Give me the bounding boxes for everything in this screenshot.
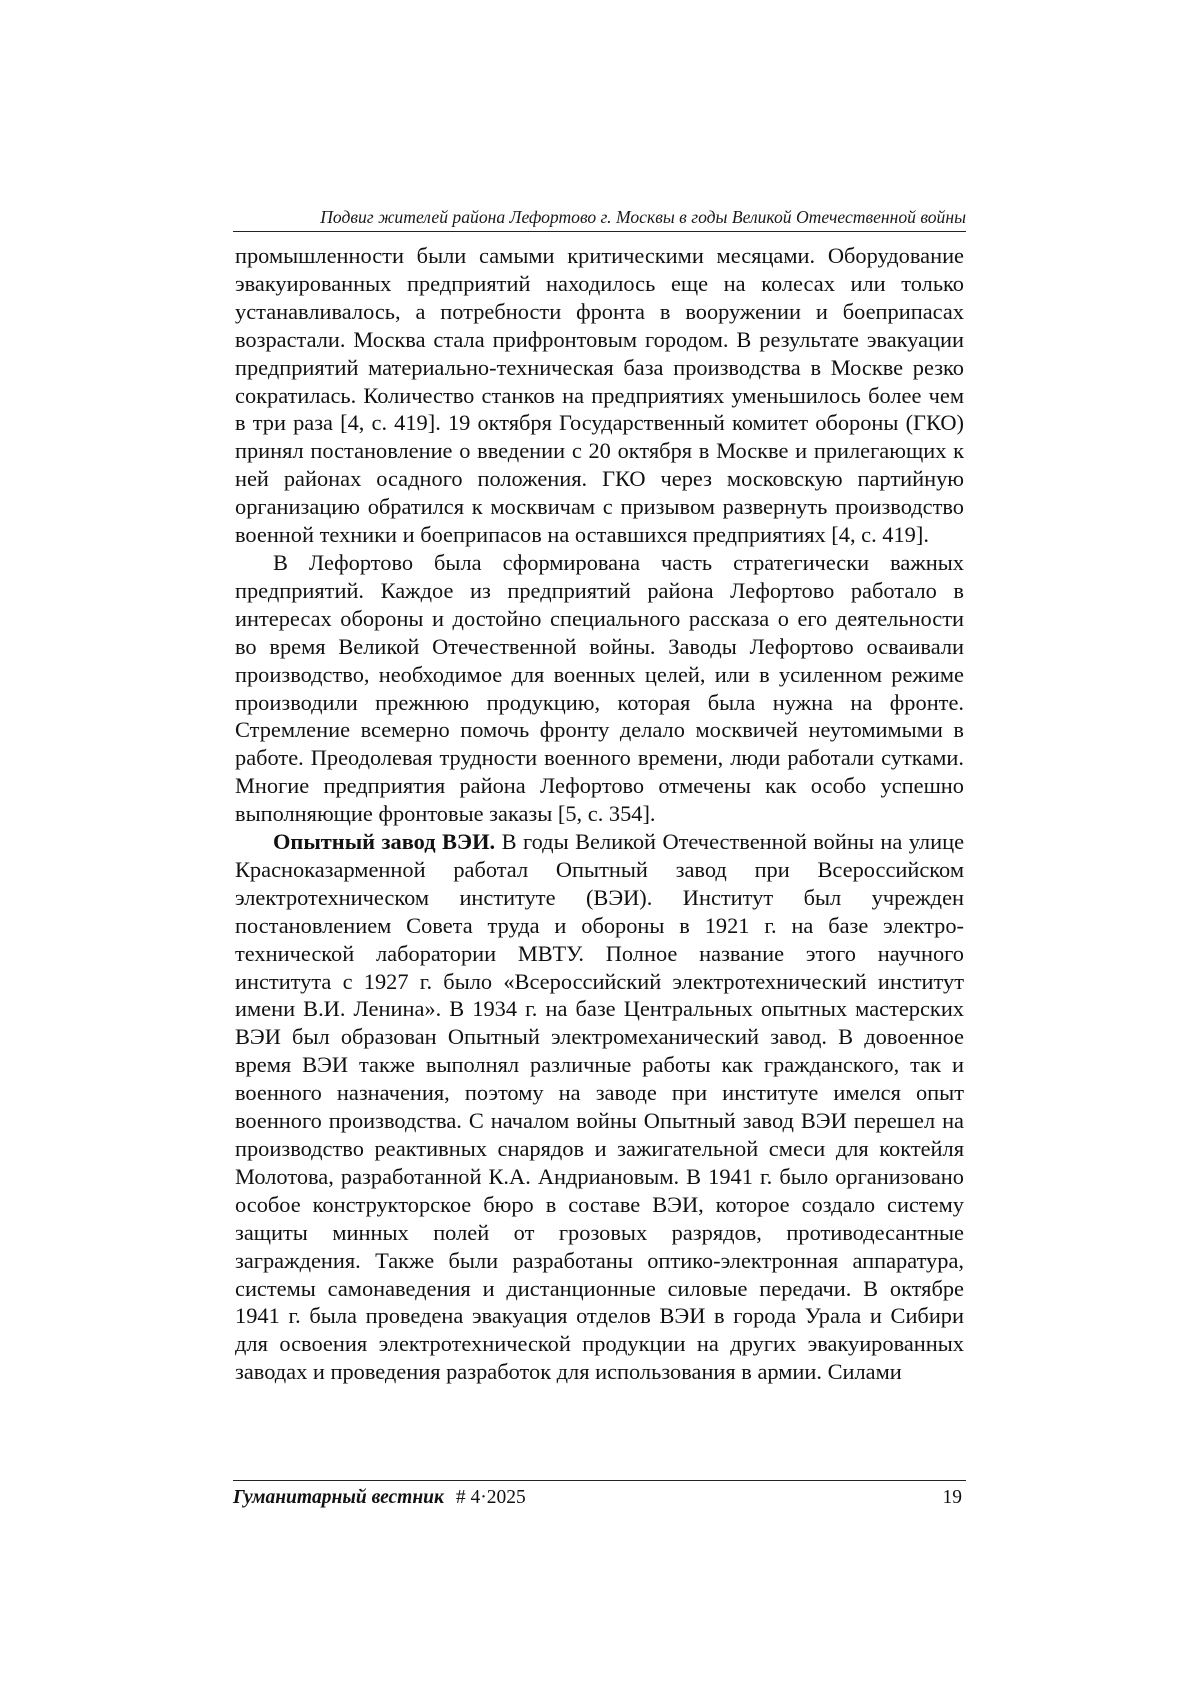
header-rule <box>233 231 966 232</box>
page-footer <box>233 1485 966 1511</box>
paragraph-3-text: В годы Великой Отечественной войны на улице Красноказарменной работал Опытный завод при Всероссийском электротехническом институте (ВЭИ). Институт был учрежден постановлением Совета труда и обороны в 1921 г. на базе электротехнической лаборатории МВТУ. Полное название этого научного института с 1927 г. было «Всероссийский электротехнический институт имени В.И. Ленина». В 1934 г. на базе Центральных опытных мастерских ВЭИ был образован Опытный электромеханический завод. В довоенное время ВЭИ также выполнял различные работы как гражданского, так и военного назначения, поэтому на заводе при институте имелся опыт военного производства. С началом войны Опытный завод ВЭИ перешел на производство реактивных снарядов и зажигательной смеси для коктейля Молотова, разработанной К.А. Андриановым. В 1941 г. было организовано особое конструкторское бюро в составе ВЭИ, которое создало систему защиты минных полей от грозовых разрядов, противодесантные заграждения. Также были разработаны оптико-электронная аппаратура, системы самонаведения и дистанционные силовые передачи. В октябре 1941 г. была проведена эвакуация отделов ВЭИ в города Урала и Сибири для освоения электротехнической продукции на других эвакуированных заводах и проведения разработок для использования в армии. Силами <box>235 829 965 1385</box>
section-heading-vei-plant: Опытный завод ВЭИ. <box>273 829 496 855</box>
page-number: 19 <box>942 1487 962 1508</box>
footer-rule <box>233 1480 966 1481</box>
running-head: Подвиг жителей района Лефортово г. Москвы в годы Великой Отечественной войны <box>320 207 966 227</box>
article-body <box>235 242 964 1386</box>
journal-title: Гуманитарный вестник <box>233 1487 444 1508</box>
paragraph-2: В Лефортово была сформирована часть стратегически важных предприятий. Каждое из предприятий района Лефортово работало в интересах обороны и достойно специального рассказа о его деятельности во время Великой Отечественной войны. Заводы Лефортово осваивали производство, необходимое для военных целей, или в усиленном режиме производили прежнюю продукцию, которая была нужна на фронте. Стремление всемерно помочь фронту делало москвичей неутомимыми в работе. Преодолевая трудности военного времени, люди работали сутками. Многие предприятия района Лефортово отмечены как особо успешно выполняющие фронтовые заказы [5, с. 354]. <box>235 549 964 827</box>
paragraph-3 <box>235 828 964 1386</box>
journal-issue: # 4·2025 <box>455 1487 526 1508</box>
paragraph-1: промышленности были самыми критическими месяцами. Оборудование эвакуированных предприятий находилось еще на колесах или только устанавливалось, а потребности фронта в вооружении и боеприпасах возрастали. Москва стала прифронтовым городом. В результате эвакуации предприятий материально-техническая база производства в Москве резко сократилась. Количество станков на предприятиях уменьшилось более чем в три раза [4, с. 419]. 19 октября Государственный комитет обороны (ГКО) принял постановление о введении с 20 октября в Москве и прилегающих к ней районах осадного положения. ГКО через московскую партийную организацию обратился к москвичам с призывом развернуть производство военной техники и боеприпасов на оставшихся предприятиях [4, с. 419]. <box>235 243 964 548</box>
